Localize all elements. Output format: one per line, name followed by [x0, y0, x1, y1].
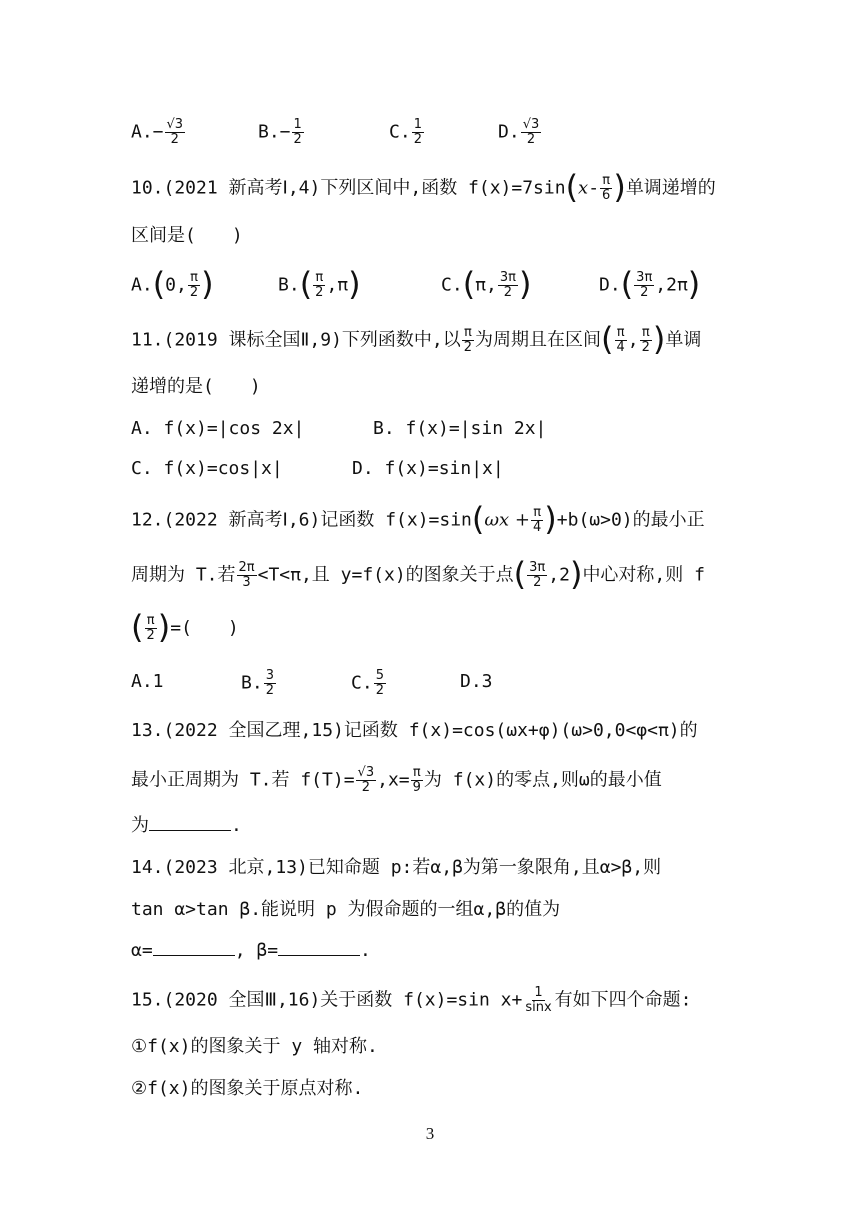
fraction: $\frac{2\pi}{3}$ — [238, 560, 255, 590]
fraction: $\frac{1}{2}$ — [413, 117, 422, 147]
q10-option-b[interactable]: B.( $\frac{\pi}{2}$ ,π) — [278, 264, 361, 303]
q12-option-c[interactable]: C. $\frac{5}{2}$ — [351, 668, 384, 698]
q9-option-a[interactable]: A.− $\frac{√3}{2}$ — [131, 117, 184, 147]
fraction: $\frac{5}{2}$ — [375, 668, 384, 698]
q15-item-1: ①f(x)的图象关于 y 轴对称. — [131, 1036, 378, 1057]
q11-stem: 11.(2019 课标全国Ⅱ,9)下列函数中,以 $\frac{\pi}{2}$ 为周期且在区间( $\frac{\pi}{4}$ , $\frac{\pi}{2}$ )单调 — [131, 319, 702, 358]
page-number: 3 — [425, 1124, 435, 1143]
q10-option-a[interactable]: A.(0, $\frac{\pi}{2}$ ) — [131, 264, 214, 303]
q15-stem: 15.(2020 全国Ⅲ,16)关于函数 f(x)=sin x+ $\frac{1}{\sin x}$ 有如下四个命题: — [131, 985, 692, 1015]
q11-option-c[interactable]: C. f(x)=cos|x| — [131, 458, 283, 479]
q12-stem-line2: 周期为 T.若 $\frac{2\pi}{3}$ <T<π,且 y=f(x)的图象关于点( $\frac{3\pi}{2}$ ,2)中心对称,则 f — [131, 554, 705, 593]
fraction: $\frac{\pi}{4}$ — [616, 325, 625, 355]
q14-stem-line2: tan α>tan β.能说明 p 为假命题的一组α,β的值为 — [131, 899, 561, 920]
q11-stem-line2: 递增的是( ) — [131, 376, 261, 397]
q13-stem-line3: 为 . — [131, 815, 242, 836]
q14-stem: 14.(2023 北京,13)已知命题 p:若α,β为第一象限角,且α>β,则 — [131, 857, 662, 878]
q9-option-b[interactable]: B.− $\frac{1}{2}$ — [258, 117, 302, 147]
q11-option-d[interactable]: D. f(x)=sin|x| — [352, 458, 504, 479]
fraction: $\frac{\pi}{9}$ — [412, 765, 421, 795]
answer-blank-alpha[interactable] — [153, 939, 235, 956]
fraction: $\frac{3\pi}{2}$ — [499, 270, 516, 300]
fraction: $\frac{\pi}{2}$ — [641, 325, 650, 355]
q12-option-b[interactable]: B. $\frac{3}{2}$ — [241, 668, 274, 698]
q12-stem: 12.(2022 新高考Ⅰ,6)记函数 f(x)=sin(ωx + $\frac{\pi}{4}$ )+b(ω>0)的最小正 — [131, 499, 705, 538]
fraction: $\frac{\pi}{2}$ — [315, 270, 324, 300]
q11-option-a[interactable]: A. f(x)=|cos 2x| — [131, 418, 305, 439]
fraction: $\frac{\pi}{2}$ — [146, 613, 155, 643]
q12-option-d[interactable]: D.3 — [460, 671, 493, 692]
fraction: $\frac{\pi}{6}$ — [602, 173, 611, 203]
q15-item-2: ②f(x)的图象关于原点对称. — [131, 1078, 364, 1099]
fraction: $\frac{\pi}{2}$ — [463, 325, 473, 355]
q10-option-c[interactable]: C.(π, $\frac{3\pi}{2}$ ) — [441, 264, 532, 303]
fraction: $\frac{3\pi}{2}$ — [529, 560, 546, 590]
q12-stem-line3: ( $\frac{\pi}{2}$ )=( ) — [131, 607, 239, 646]
q14-stem-line3: α= , β= . — [131, 940, 371, 961]
q11-option-b[interactable]: B. f(x)=|sin 2x| — [373, 418, 547, 439]
q10-stem: 10.(2021 新高考Ⅰ,4)下列区间中,函数 f(x)=7sin(x- $\frac{\pi}{6}$ )单调递增的 — [131, 167, 716, 206]
fraction: $\frac{√3}{2}$ — [166, 117, 184, 147]
q9-option-d[interactable]: D. $\frac{√3}{2}$ — [498, 117, 540, 147]
q9-option-c[interactable]: C. $\frac{1}{2}$ — [389, 117, 422, 147]
fraction: $\frac{3\pi}{2}$ — [636, 270, 653, 300]
q10-option-d[interactable]: D.( $\frac{3\pi}{2}$ ,2π) — [599, 264, 701, 303]
q13-stem-line2: 最小正周期为 T.若 f(T)= $\frac{√3}{2}$ ,x= $\frac{\pi}{9}$ 为 f(x)的零点,则ω的最小值 — [131, 765, 662, 795]
answer-blank[interactable] — [149, 814, 231, 831]
fraction: $\frac{3}{2}$ — [265, 668, 274, 698]
q12-option-a[interactable]: A.1 — [131, 671, 164, 692]
q10-stem-line2: 区间是( ) — [131, 225, 243, 246]
fraction: $\frac{√3}{2}$ — [522, 117, 540, 147]
fraction: $\frac{\pi}{4}$ — [533, 505, 542, 535]
fraction: $\frac{√3}{2}$ — [357, 765, 375, 795]
fraction: $\frac{1}{\sin x}$ — [525, 985, 552, 1015]
fraction: $\frac{1}{2}$ — [293, 117, 302, 147]
fraction: $\frac{\pi}{2}$ — [189, 270, 199, 300]
answer-blank-beta[interactable] — [278, 939, 360, 956]
q13-stem: 13.(2022 全国乙理,15)记函数 f(x)=cos(ωx+φ)(ω>0,0<φ<π)的 — [131, 720, 698, 741]
